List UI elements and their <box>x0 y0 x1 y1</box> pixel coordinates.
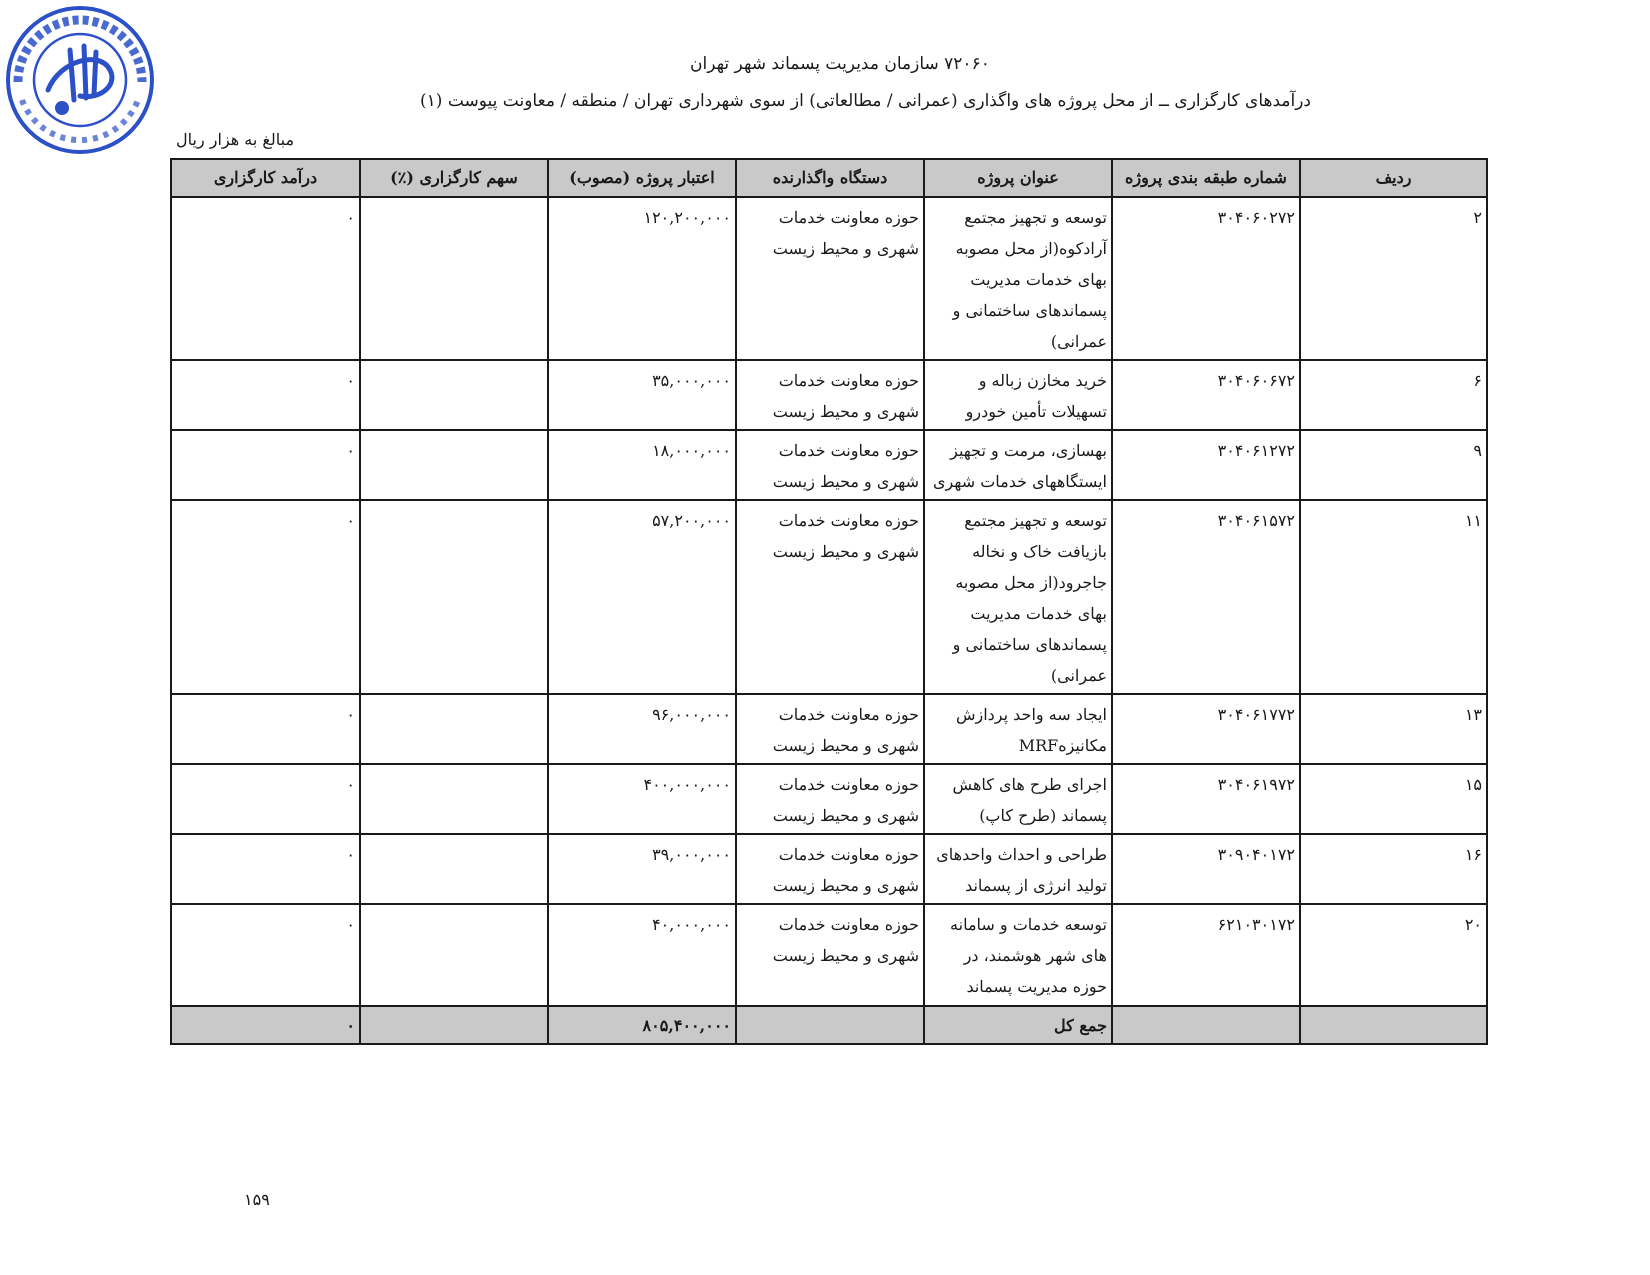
project-budget: ۱۲۰,۲۰۰,۰۰۰ <box>548 197 736 360</box>
agency-income: ۰ <box>171 500 360 694</box>
total-budget: ۸۰۵,۴۰۰,۰۰۰ <box>548 1006 736 1044</box>
table-row <box>171 764 1487 834</box>
document-title: ۷۲۰۶۰ سازمان مدیریت پسماند شهر تهران <box>690 54 990 74</box>
table-header-row <box>171 159 1487 197</box>
assigning-agency: حوزه معاونت خدمات شهری و محیط زیست <box>736 694 924 764</box>
row-number: ۱۳ <box>1300 694 1487 764</box>
agency-income: ۰ <box>171 834 360 904</box>
table-total-row <box>171 1006 1487 1044</box>
row-number: ۶ <box>1300 360 1487 430</box>
assigning-agency: حوزه معاونت خدمات شهری و محیط زیست <box>736 834 924 904</box>
column-header-agency: دستگاه واگذارنده <box>736 159 924 197</box>
project-code: ۳۰۴۰۶۱۷۷۲ <box>1112 694 1300 764</box>
total-share-cell <box>360 1006 548 1044</box>
project-title: توسعه خدمات و سامانه های شهر هوشمند، در حوزه مدیریت پسماند <box>924 904 1112 1006</box>
project-budget: ۳۹,۰۰۰,۰۰۰ <box>548 834 736 904</box>
project-budget: ۵۷,۲۰۰,۰۰۰ <box>548 500 736 694</box>
project-title: اجرای طرح های کاهش پسماند (طرح کاپ) <box>924 764 1112 834</box>
assigning-agency: حوزه معاونت خدمات شهری و محیط زیست <box>736 197 924 360</box>
project-budget: ۹۶,۰۰۰,۰۰۰ <box>548 694 736 764</box>
assigning-agency: حوزه معاونت خدمات شهری و محیط زیست <box>736 360 924 430</box>
row-number: ۱۱ <box>1300 500 1487 694</box>
project-budget: ۴۰۰,۰۰۰,۰۰۰ <box>548 764 736 834</box>
agency-income: ۰ <box>171 764 360 834</box>
column-header-project-code: شماره طبقه بندی پروژه <box>1112 159 1300 197</box>
row-number: ۱۶ <box>1300 834 1487 904</box>
column-header-budget: اعتبار پروژه (مصوب) <box>548 159 736 197</box>
project-code: ۳۰۴۰۶۰۲۷۲ <box>1112 197 1300 360</box>
total-row-number-cell <box>1300 1006 1487 1044</box>
project-title: طراحی و احداث واحدهای تولید انرژی از پسماند <box>924 834 1112 904</box>
council-seal <box>0 0 160 160</box>
agency-share <box>360 764 548 834</box>
table-row <box>171 197 1487 360</box>
table-row <box>171 904 1487 1006</box>
document-subtitle: درآمدهای کارگزاری ــ از محل پروژه های واگذاری (عمرانی / مطالعاتی) از سوی شهرداری تهران / منطقه / معاونت پیوست (۱) <box>420 91 1311 111</box>
column-header-row-number: ردیف <box>1300 159 1487 197</box>
agency-share <box>360 197 548 360</box>
row-number: ۹ <box>1300 430 1487 500</box>
assigning-agency: حوزه معاونت خدمات شهری و محیط زیست <box>736 430 924 500</box>
agency-income: ۰ <box>171 197 360 360</box>
project-code: ۳۰۴۰۶۰۶۷۲ <box>1112 360 1300 430</box>
project-code: ۳۰۴۰۶۱۹۷۲ <box>1112 764 1300 834</box>
table-row <box>171 500 1487 694</box>
agency-income: ۰ <box>171 694 360 764</box>
project-code: ۳۰۹۰۴۰۱۷۲ <box>1112 834 1300 904</box>
project-title: توسعه و تجهیز مجتمع بازیافت خاک و نخاله جاجرود(از محل مصوبه بهای خدمات مدیریت پسماندهای ساختمانی و عمرانی) <box>924 500 1112 694</box>
column-header-project-title: عنوان پروژه <box>924 159 1112 197</box>
project-code: ۶۲۱۰۳۰۱۷۲ <box>1112 904 1300 1006</box>
column-header-income: درآمد کارگزاری <box>171 159 360 197</box>
agency-income: ۰ <box>171 904 360 1006</box>
assigning-agency: حوزه معاونت خدمات شهری و محیط زیست <box>736 500 924 694</box>
agency-share <box>360 904 548 1006</box>
project-budget: ۱۸,۰۰۰,۰۰۰ <box>548 430 736 500</box>
project-title: ایجاد سه واحد پردازش مکانیزهMRF <box>924 694 1112 764</box>
assigning-agency: حوزه معاونت خدمات شهری و محیط زیست <box>736 904 924 1006</box>
project-budget: ۳۵,۰۰۰,۰۰۰ <box>548 360 736 430</box>
row-number: ۲۰ <box>1300 904 1487 1006</box>
total-code-cell <box>1112 1006 1300 1044</box>
project-title: خرید مخازن زباله و تسهیلات تأمین خودرو <box>924 360 1112 430</box>
agency-share <box>360 694 548 764</box>
table-row <box>171 430 1487 500</box>
agency-share <box>360 360 548 430</box>
projects-table <box>170 158 1488 1045</box>
agency-share <box>360 834 548 904</box>
column-header-share: سهم کارگزاری (٪) <box>360 159 548 197</box>
row-number: ۱۵ <box>1300 764 1487 834</box>
row-number: ۲ <box>1300 197 1487 360</box>
agency-share <box>360 500 548 694</box>
total-agency-cell <box>736 1006 924 1044</box>
currency-unit-note: مبالغ به هزار ریال <box>176 130 295 149</box>
table-row <box>171 694 1487 764</box>
project-budget: ۴۰,۰۰۰,۰۰۰ <box>548 904 736 1006</box>
agency-income: ۰ <box>171 430 360 500</box>
project-title: بهسازی، مرمت و تجهیز ایستگاههای خدمات شهری <box>924 430 1112 500</box>
assigning-agency: حوزه معاونت خدمات شهری و محیط زیست <box>736 764 924 834</box>
page-number: ۱۵۹ <box>244 1190 270 1209</box>
table-row <box>171 360 1487 430</box>
table-row <box>171 834 1487 904</box>
total-label: جمع کل <box>924 1006 1112 1044</box>
project-code: ۳۰۴۰۶۱۲۷۲ <box>1112 430 1300 500</box>
total-income: ۰ <box>171 1006 360 1044</box>
agency-share <box>360 430 548 500</box>
project-code: ۳۰۴۰۶۱۵۷۲ <box>1112 500 1300 694</box>
agency-income: ۰ <box>171 360 360 430</box>
project-title: توسعه و تجهیز مجتمع آرادکوه(از محل مصوبه بهای خدمات مدیریت پسماندهای ساختمانی و عمرانی) <box>924 197 1112 360</box>
